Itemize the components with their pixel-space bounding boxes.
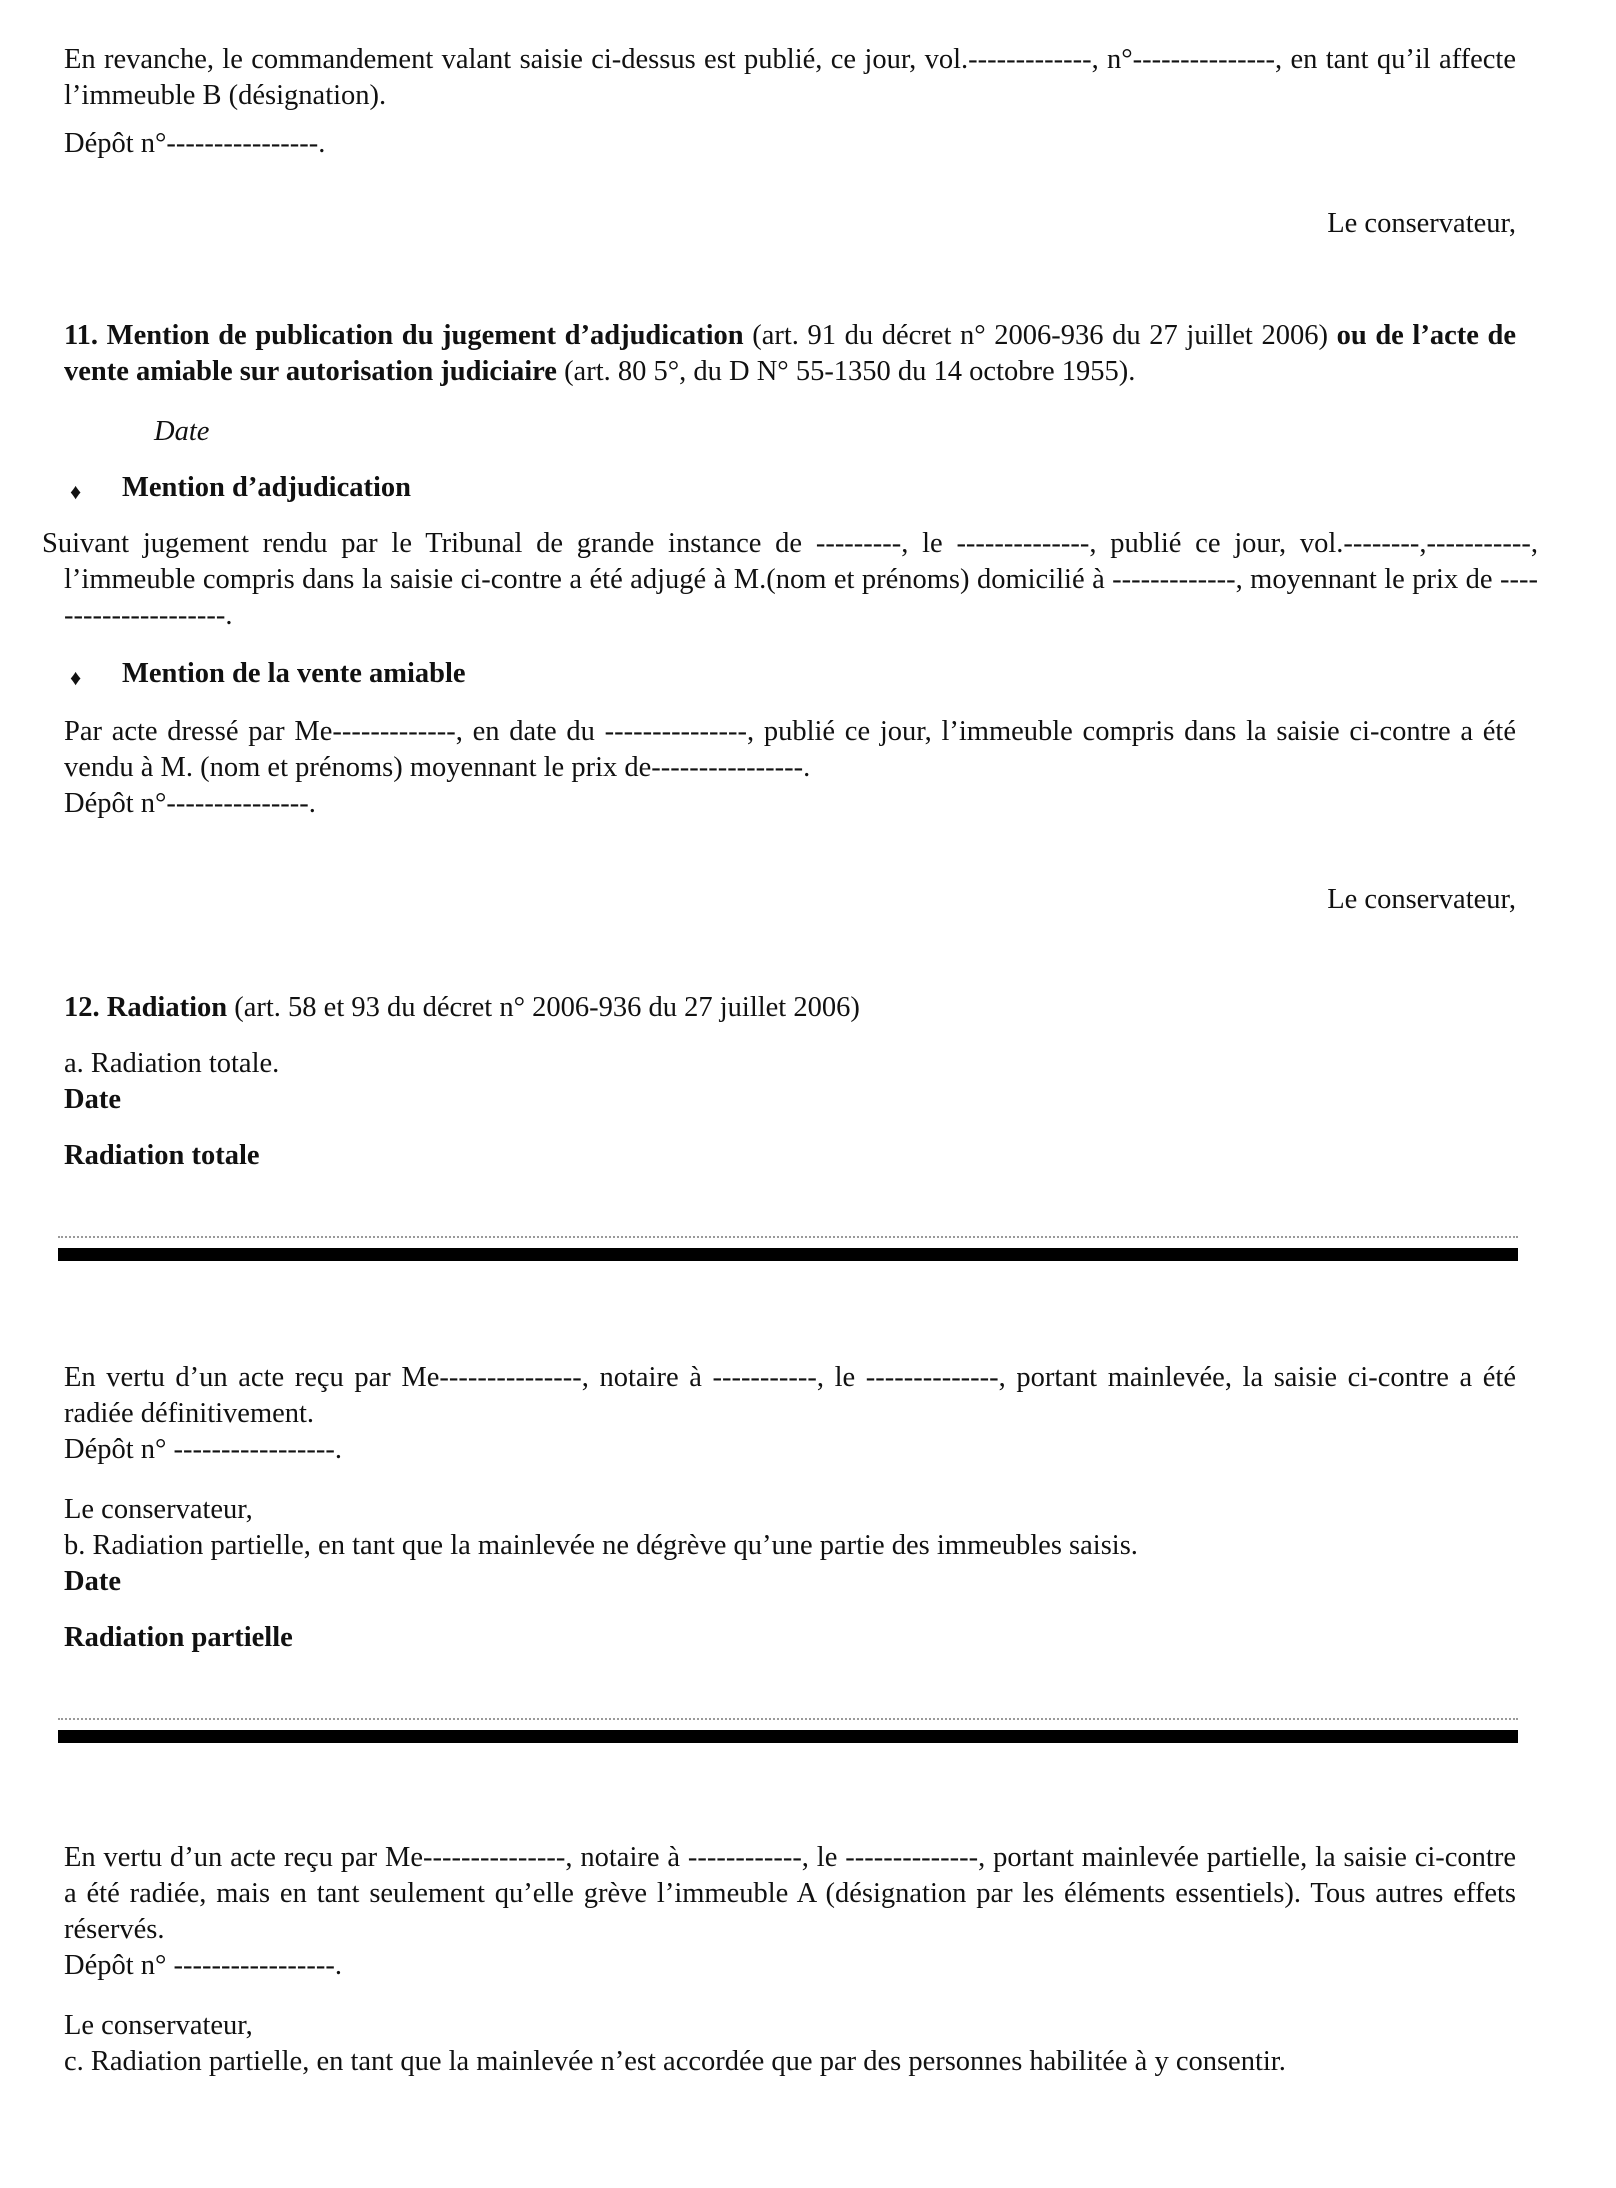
radiation-partielle-heading: Radiation partielle xyxy=(64,1622,293,1653)
thick-divider xyxy=(58,1730,1518,1743)
section-11-or: ou xyxy=(1336,320,1367,351)
section-11-heading xyxy=(64,318,1516,390)
signature-conservateur: Le conservateur, xyxy=(1327,884,1516,915)
section-12-ref: (art. 58 et 93 du décret n° 2006-936 du 27 juillet 2006) xyxy=(227,992,860,1023)
date-label: Date xyxy=(154,416,210,447)
section-11-title2: de l’acte de vente amiable sur autorisation judiciaire xyxy=(64,320,1517,387)
diamond-bullet-icon: ♦ xyxy=(70,665,82,690)
radiation-partielle-date: Date xyxy=(64,1566,121,1597)
vente-amiable-text: Par acte dressé par Me-------------, en date du ---------------, publié ce jour, l’immeuble compris dans la saisie ci-contre a été vendu à M. (nom et prénoms) moyennant le prix de----------------. xyxy=(64,716,1516,783)
radiation-totale-depot: Dépôt n° -----------------. xyxy=(64,1434,343,1465)
radiation-partielle-c-label: c. Radiation partielle, en tant que la mainlevée n’est accordée que par des personnes habilitée à y consentir. xyxy=(64,2046,1286,2077)
depot-number: Dépôt n°----------------. xyxy=(64,128,326,159)
thick-divider xyxy=(58,1248,1518,1261)
vente-amiable-heading: Mention de la vente amiable xyxy=(122,658,466,689)
radiation-totale-signature: Le conservateur, xyxy=(64,1494,253,1525)
radiation-totale-heading: Radiation totale xyxy=(64,1140,260,1171)
section-12-heading xyxy=(64,990,1516,1026)
section-11-ref1: (art. 91 du décret n° 2006-936 du 27 juillet 2006) xyxy=(743,320,1337,351)
section-12-title: 12. Radiation xyxy=(64,992,228,1023)
adjudication-heading: Mention d’adjudication xyxy=(122,472,411,503)
dotted-divider xyxy=(58,1718,1518,1720)
signature-conservateur: Le conservateur, xyxy=(1327,208,1516,239)
section-11-ref2: (art. 80 5°, du D N° 55-1350 du 14 octobre 1955). xyxy=(556,356,1136,387)
adjudication-text: Suivant jugement rendu par le Tribunal de grande instance de ---------, le --------------, publié ce jour, vol.--------,-----------, l’immeuble compris dans la saisie ci-contre a été adjugé à M.(nom et prénoms) domicilié à -------------, moyennant le prix de ---------------------. xyxy=(42,528,1538,631)
vente-depot-number: Dépôt n°---------------. xyxy=(64,788,316,819)
radiation-partielle-signature: Le conservateur, xyxy=(64,2010,253,2041)
dotted-divider xyxy=(58,1236,1518,1238)
radiation-totale-text: En vertu d’un acte reçu par Me---------------, notaire à -----------, le --------------, portant mainlevée, la saisie ci-contre a été radiée définitivement. xyxy=(64,1362,1516,1429)
diamond-bullet-icon: ♦ xyxy=(70,479,82,504)
section-11-title: 11. Mention de publication du jugement d’adjudication xyxy=(64,320,744,351)
radiation-totale-date: Date xyxy=(64,1084,121,1115)
radiation-partielle-depot: Dépôt n° -----------------. xyxy=(64,1950,343,1981)
radiation-partielle-label: b. Radiation partielle, en tant que la mainlevée ne dégrève qu’une partie des immeubles saisis. xyxy=(64,1530,1138,1561)
paragraph-commandement: En revanche, le commandement valant saisie ci-dessus est publié, ce jour, vol.-------------, n°---------------, en tant qu’il affecte l’immeuble B (désignation). xyxy=(64,44,1516,111)
radiation-partielle-text: En vertu d’un acte reçu par Me---------------, notaire à ------------, le --------------, portant mainlevée partielle, la saisie ci-contre a été radiée, mais en tant seulement qu’elle grève l’immeuble A (désignation par les éléments essentiels). Tous autres effets réservés. xyxy=(64,1842,1516,1945)
radiation-totale-label: a. Radiation totale. xyxy=(64,1048,280,1079)
